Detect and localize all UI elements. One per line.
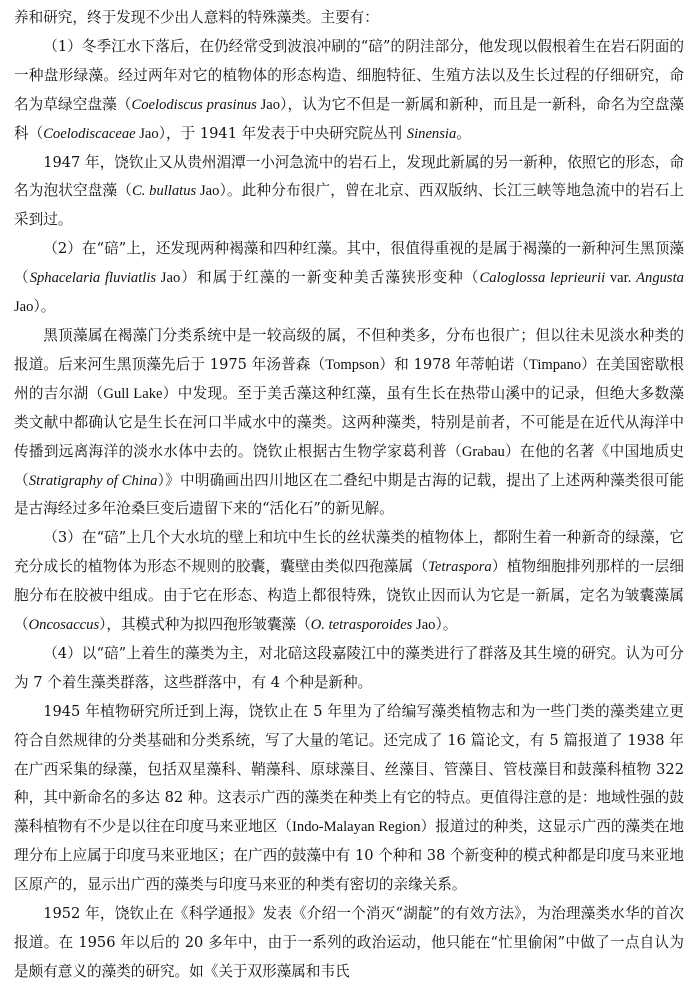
latin-term: Timpano — [528, 356, 582, 373]
latin-term: Indo-Malayan Region — [292, 819, 421, 836]
text-run: 养和研究，终于发现不少出人意料的特殊藻类。主要有： — [14, 9, 379, 26]
paragraph-sphacelaria — [14, 322, 684, 524]
latin-italic-term: Sphacelaria fluviatlis — [29, 270, 157, 287]
latin-term: Jao — [14, 299, 34, 316]
paragraph-item-2 — [14, 235, 684, 322]
text-run: 黑顶藻属在褐藻门分类系统中是一较高级的属，不但种类多，分布也很广；但以往未见淡水种类的报道。后来河生黑顶藻先后于 1975 年汤普森（ — [14, 326, 684, 373]
paragraph-item-4 — [14, 640, 684, 698]
latin-italic-term: C. bullatus — [131, 183, 197, 200]
latin-italic-term: Coelodiscaceae — [43, 125, 136, 142]
latin-italic-term: Tetraspora — [428, 559, 492, 576]
text-run: （1）冬季江水下落后，在仍经常受到波浪冲刷的“碚”的阴洼部分，他发现以假根着生在岩石阴面的一种盘形绿藻。经过两年对它的植物体的形态构造、细胞特征、生殖方法以及生长过程的仔细研究，命名为草绿空盘藻（ — [14, 37, 684, 113]
text-run: 1947 年，饶钦止又从贵州湄潭一小河急流中的岩石上，发现此新属的另一新种，依照它的形态，命名为泡状空盘藻（ — [14, 153, 684, 200]
text-run: 1945 年植物研究所迁到上海，饶钦止在 5 年里为了给编写藻类植物志和为一些门类的藻类建立更符合自然规律的分类基础和分类系统，写了大量的笔记。还完成了 16 篇论文，有 5 篇报道了 1938 年在广西采集的绿藻，包括双星藻科、鞘藻科、原球藻目、丝藻目、管藻目、管枝藻目和鼓藻科植物 322 种，其中新命名的多达 82 种。这表示广西的藻类在种类上有它的特点。更值得注意的是：地域性强的鼓藻科植物有不少是以往在印度马来亚地区（ — [14, 702, 684, 836]
text-run: ），认为它不但是一新属和新种，而且是一新科，命名为空盘藻科（ — [14, 95, 684, 142]
text-run: 。 — [456, 124, 471, 142]
text-run: ），其模式种为拟四孢形皱囊藻（ — [99, 616, 311, 634]
latin-term: Tompson — [325, 356, 380, 373]
latin-term: Jao — [135, 125, 159, 142]
text-run: ）。 — [33, 298, 56, 316]
text-run: （4）以“碚”上着生的藻类为主，对北碚这段嘉陵江中的藻类进行了群落及其生境的研究。认为可分为 7 个着生藻类群落，这些群落中，有 4 个种是新种。 — [14, 644, 684, 691]
text-run: ）。此种分布很广，曾在北京、西双版纳、长江三峡等地急流中的岩石上采到过。 — [14, 182, 685, 229]
latin-term: var. — [605, 270, 637, 287]
text-run: ）在他的名著《中国地质史（ — [14, 442, 684, 489]
latin-italic-term: Oncosaccus — [28, 617, 100, 634]
latin-italic-term: Angusta — [636, 270, 684, 287]
latin-italic-term: Sinensia — [406, 125, 457, 142]
text-run: （3）在“碚”上几个大水坑的壁上和坑中生长的丝状藻类的植物体上，都附生着一种新奇的绿藻，它充分成长的植物体为形态不规则的胶囊，囊壁由类似四孢藻属（ — [14, 529, 684, 576]
paragraph-item-1 — [14, 33, 684, 149]
latin-term: Jao — [196, 183, 220, 200]
text-run: ）。 — [435, 616, 458, 634]
latin-term: Jao — [412, 617, 436, 634]
latin-term: Gull Lake — [103, 385, 163, 402]
text-run: ）和 1978 年蒂帕诺（ — [379, 355, 529, 373]
paragraph-item-3 — [14, 524, 684, 640]
paragraph-1945 — [14, 698, 684, 900]
latin-italic-term: Stratigraphy of China — [28, 472, 158, 489]
latin-term: Jao — [156, 270, 181, 287]
paragraph-1952 — [14, 900, 684, 987]
text-run: 1952 年，饶钦止在《科学通报》发表《介绍一个消灭“湖靛”的有效方法》，为治理藻类水华的首次报道。在 1956 年以后的 20 多年中，由于一系列的政治运动，他只能在“忙里偷闲”中做了一点自认为是颇有意义的藻类的研究。如《关于双形藻属和韦氏 — [14, 905, 684, 980]
latin-term: Grabau — [461, 443, 505, 460]
text-run: ）》中明确画出四川地区在二叠纪中期是古海的记载，提出了上述两种藻类很可能是古海经过多年沧桑巨变后遗留下来的“活化石”的新见解。 — [14, 471, 684, 518]
latin-italic-term: Caloglossa leprieurii — [479, 270, 606, 287]
text-run: ）报道过的种类，这显示广西的藻类在地理分布上应属于印度马来亚地区；在广西的鼓藻中有 10 个种和 38 个新变种的模式种都是印度马来亚地区原产的，显示出广西的藻类与印度马来亚的种类有密切的亲缘关系。 — [14, 818, 684, 894]
text-run: ）植物细胞排列那样的一层细胞分布在胶被中组成。由于它在形态、构造上都很特殊，饶钦止因而认为它是一新属，定名为皱囊藻属（ — [14, 558, 684, 634]
text-run: ）中发现。至于美舌藻这种红藻，虽有生长在热带山溪中的记录，但绝大多数藻类文献中都确认它是生长在河口半咸水中的藻类。这两种藻类，特别是前者，不可能是在近代从海洋中传播到远离海洋的淡水水体中去的。饶钦止根据古生物学家葛利普（ — [14, 384, 684, 460]
latin-italic-term: Coelodiscus prasinus — [131, 96, 257, 113]
paragraph-intro — [14, 4, 684, 33]
text-run: ），于 1941 年发表于中央研究院丛刊 — [158, 124, 407, 142]
latin-italic-term: O. tetrasporoides — [310, 617, 413, 634]
paragraph-1947 — [14, 149, 684, 236]
text-run: （2）在“碚”上，还发现两种褐藻和四种红藻。其中，很值得重视的是属于褐藻的一新种河生黑顶藻（ — [14, 240, 684, 287]
text-run: ）在美国密歇根州的吉尔湖（ — [14, 355, 684, 402]
latin-term: Jao — [256, 96, 281, 113]
text-run: ）和属于红藻的一新变种美舌藻狭形变种（ — [180, 269, 480, 287]
